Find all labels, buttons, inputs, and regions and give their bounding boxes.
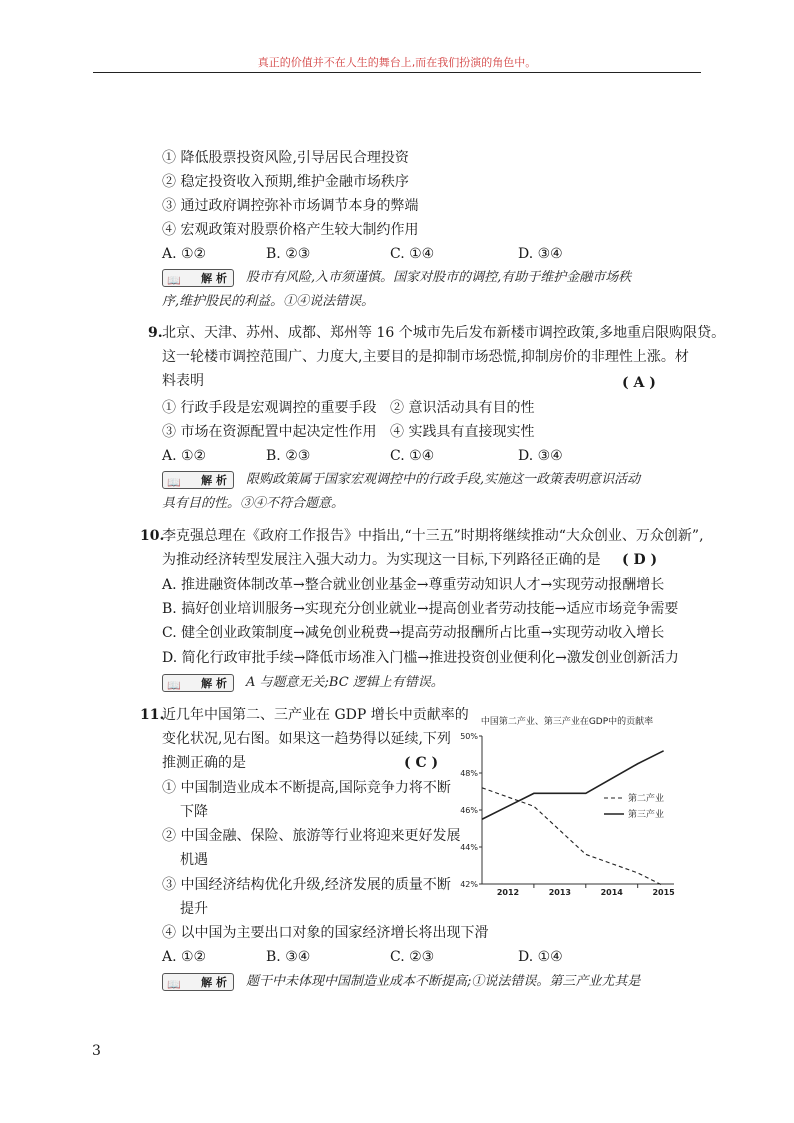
- q10-option-b: B. 搞好创业培训服务→实现充分创业就业→提高创业者劳动技能→适应市场竞争需要: [162, 601, 679, 617]
- q10-stem-2: 为推动经济转型发展注入强大动力。为实现这一目标,下列路径正确的是: [162, 552, 601, 568]
- book-icon: 📖: [167, 476, 181, 489]
- chart-x-tick-label: 2015: [652, 888, 675, 897]
- q10-explanation: A 与题意无关;BC 逻辑上有错误。: [246, 675, 444, 690]
- q11-item-1: ① 中国制造业成本不断提高,国际竞争力将不断: [162, 780, 451, 796]
- chart-x-tick-label: 2014: [600, 888, 623, 897]
- q10-stem-1: 李克强总理在《政府工作报告》中指出,“十三五”时期将继续推动“大众创业、万众创新”,: [162, 528, 704, 544]
- q11-item-3: ③ 中国经济结构优化升级,经济发展的质量不断: [162, 877, 451, 893]
- q8-option-a: A. ①②: [162, 246, 207, 262]
- q9-option-a: A. ①②: [162, 448, 207, 464]
- q9-option-c: C. ①④: [390, 448, 435, 464]
- q11-option-b: B. ③④: [266, 949, 311, 965]
- q9-answer: ( A ): [622, 375, 656, 391]
- q11-option-d: D. ①④: [518, 949, 563, 965]
- q11-explanation: 题干中未体现中国制造业成本不断提高;①说法错误。第三产业尤其是: [246, 974, 641, 989]
- chart-legend: [604, 792, 664, 820]
- q8-item-2: ② 稳定投资收入预期,维护金融市场秩序: [162, 174, 409, 190]
- contribution-chart: [452, 712, 682, 902]
- q8-item-3: ③ 通过政府调控弥补市场调节本身的弊端: [162, 198, 419, 214]
- q8-explanation-1: 股市有风险,入市须谨慎。国家对股市的调控,有助于维护金融市场秩: [246, 270, 632, 285]
- q11-stem-3: 推测正确的是: [162, 755, 246, 771]
- book-icon: 📖: [167, 274, 181, 287]
- q10-analysis-badge: 📖 解 析: [162, 674, 234, 692]
- q9-stem-2: 这一轮楼市调控范围广、力度大,主要目的是抑制市场恐慌,抑制房价的非理性上涨。材: [162, 349, 689, 365]
- q9-number: 9.: [148, 325, 163, 341]
- chart-legend-label: 第三产业: [628, 810, 665, 820]
- q9-item-3: ③ 市场在资源配置中起决定性作用: [162, 424, 377, 440]
- q8-option-d: D. ③④: [518, 246, 563, 262]
- q9-explanation-2: 具有目的性。③④不符合题意。: [162, 496, 345, 511]
- q10-option-c: C. 健全创业政策制度→减免创业税费→提高劳动报酬所占比重→实现劳动收入增长: [162, 625, 665, 641]
- chart-y-tick-label: 50%: [460, 732, 478, 741]
- q8-option-b: B. ②③: [266, 246, 311, 262]
- q11-number: 11.: [140, 707, 165, 723]
- q8-option-c: C. ①④: [390, 246, 435, 262]
- q11-item-2: ② 中国金融、保险、旅游等行业将迎来更好发展: [162, 828, 461, 844]
- q9-item-2: ② 意识活动具有目的性: [390, 400, 535, 416]
- q11-item-4: ④ 以中国为主要出口对象的国家经济增长将出现下滑: [162, 925, 489, 941]
- q9-item-4: ④ 实践具有直接现实性: [390, 424, 535, 440]
- chart-legend-label: 第二产业: [628, 794, 665, 804]
- book-icon: 📖: [167, 679, 181, 692]
- q11-stem-2: 变化状况,见右图。如果这一趋势得以延续,下列: [162, 731, 451, 747]
- q11-analysis-badge: 📖 解 析: [162, 973, 234, 991]
- q8-explanation-2: 序,维护股民的利益。①④说法错误。: [162, 294, 375, 309]
- q11-item-3-cont: 提升: [180, 901, 208, 917]
- chart-x-ticks: [497, 884, 675, 897]
- q11-stem-1: 近几年中国第二、三产业在 GDP 增长中贡献率的: [162, 707, 469, 723]
- q8-analysis-badge: 📖 解 析: [162, 269, 234, 287]
- chart-series-line: [482, 751, 664, 819]
- q9-option-b: B. ②③: [266, 448, 311, 464]
- header-motto: 真正的价值并不在人生的舞台上,而在我们扮演的角色中。: [257, 56, 537, 69]
- q9-item-1: ① 行政手段是宏观调控的重要手段: [162, 400, 377, 416]
- q8-item-4: ④ 宏观政策对股票价格产生较大制约作用: [162, 222, 419, 238]
- q9-stem-1: 北京、天津、苏州、成都、郑州等 16 个城市先后发布新楼市调控政策,多地重启限购限贷。: [162, 325, 726, 341]
- page-number: 3: [92, 1043, 101, 1059]
- q9-stem-3: 料表明: [162, 373, 204, 389]
- q10-option-a: A. 推进融资体制改革→整合就业创业基金→尊重劳动知识人才→实现劳动报酬增长: [162, 577, 665, 593]
- chart-x-tick-label: 2012: [496, 888, 520, 897]
- q8-item-1: ① 降低股票投资风险,引导居民合理投资: [162, 150, 409, 166]
- q11-item-2-cont: 机遇: [180, 852, 208, 868]
- chart-y-ticks: [460, 732, 482, 889]
- chart-y-tick-label: 44%: [460, 843, 478, 852]
- q10-option-d: D. 简化行政审批手续→降低市场准入门槛→推进投资创业便利化→激发创业创新活力: [162, 650, 679, 666]
- q11-option-a: A. ①②: [162, 949, 207, 965]
- chart-x-tick-label: 2013: [548, 888, 571, 897]
- header-rule: [93, 72, 701, 73]
- book-icon: 📖: [167, 978, 181, 991]
- q9-explanation-1: 限购政策属于国家宏观调控中的行政手段,实施这一政策表明意识活动: [246, 472, 641, 487]
- chart-y-tick-label: 42%: [460, 880, 478, 889]
- q10-answer: ( D ): [622, 552, 658, 568]
- chart-y-tick-label: 46%: [460, 806, 478, 815]
- q9-analysis-badge: 📖 解 析: [162, 471, 234, 489]
- q10-number: 10.: [140, 528, 165, 544]
- q11-item-1-cont: 下降: [180, 804, 208, 820]
- q11-answer: ( C ): [404, 755, 439, 771]
- q9-option-d: D. ③④: [518, 448, 563, 464]
- chart-title: 中国第二产业、第三产业在GDP中的贡献率: [480, 717, 654, 727]
- q11-option-c: C. ②③: [390, 949, 435, 965]
- chart-y-tick-label: 48%: [460, 769, 478, 778]
